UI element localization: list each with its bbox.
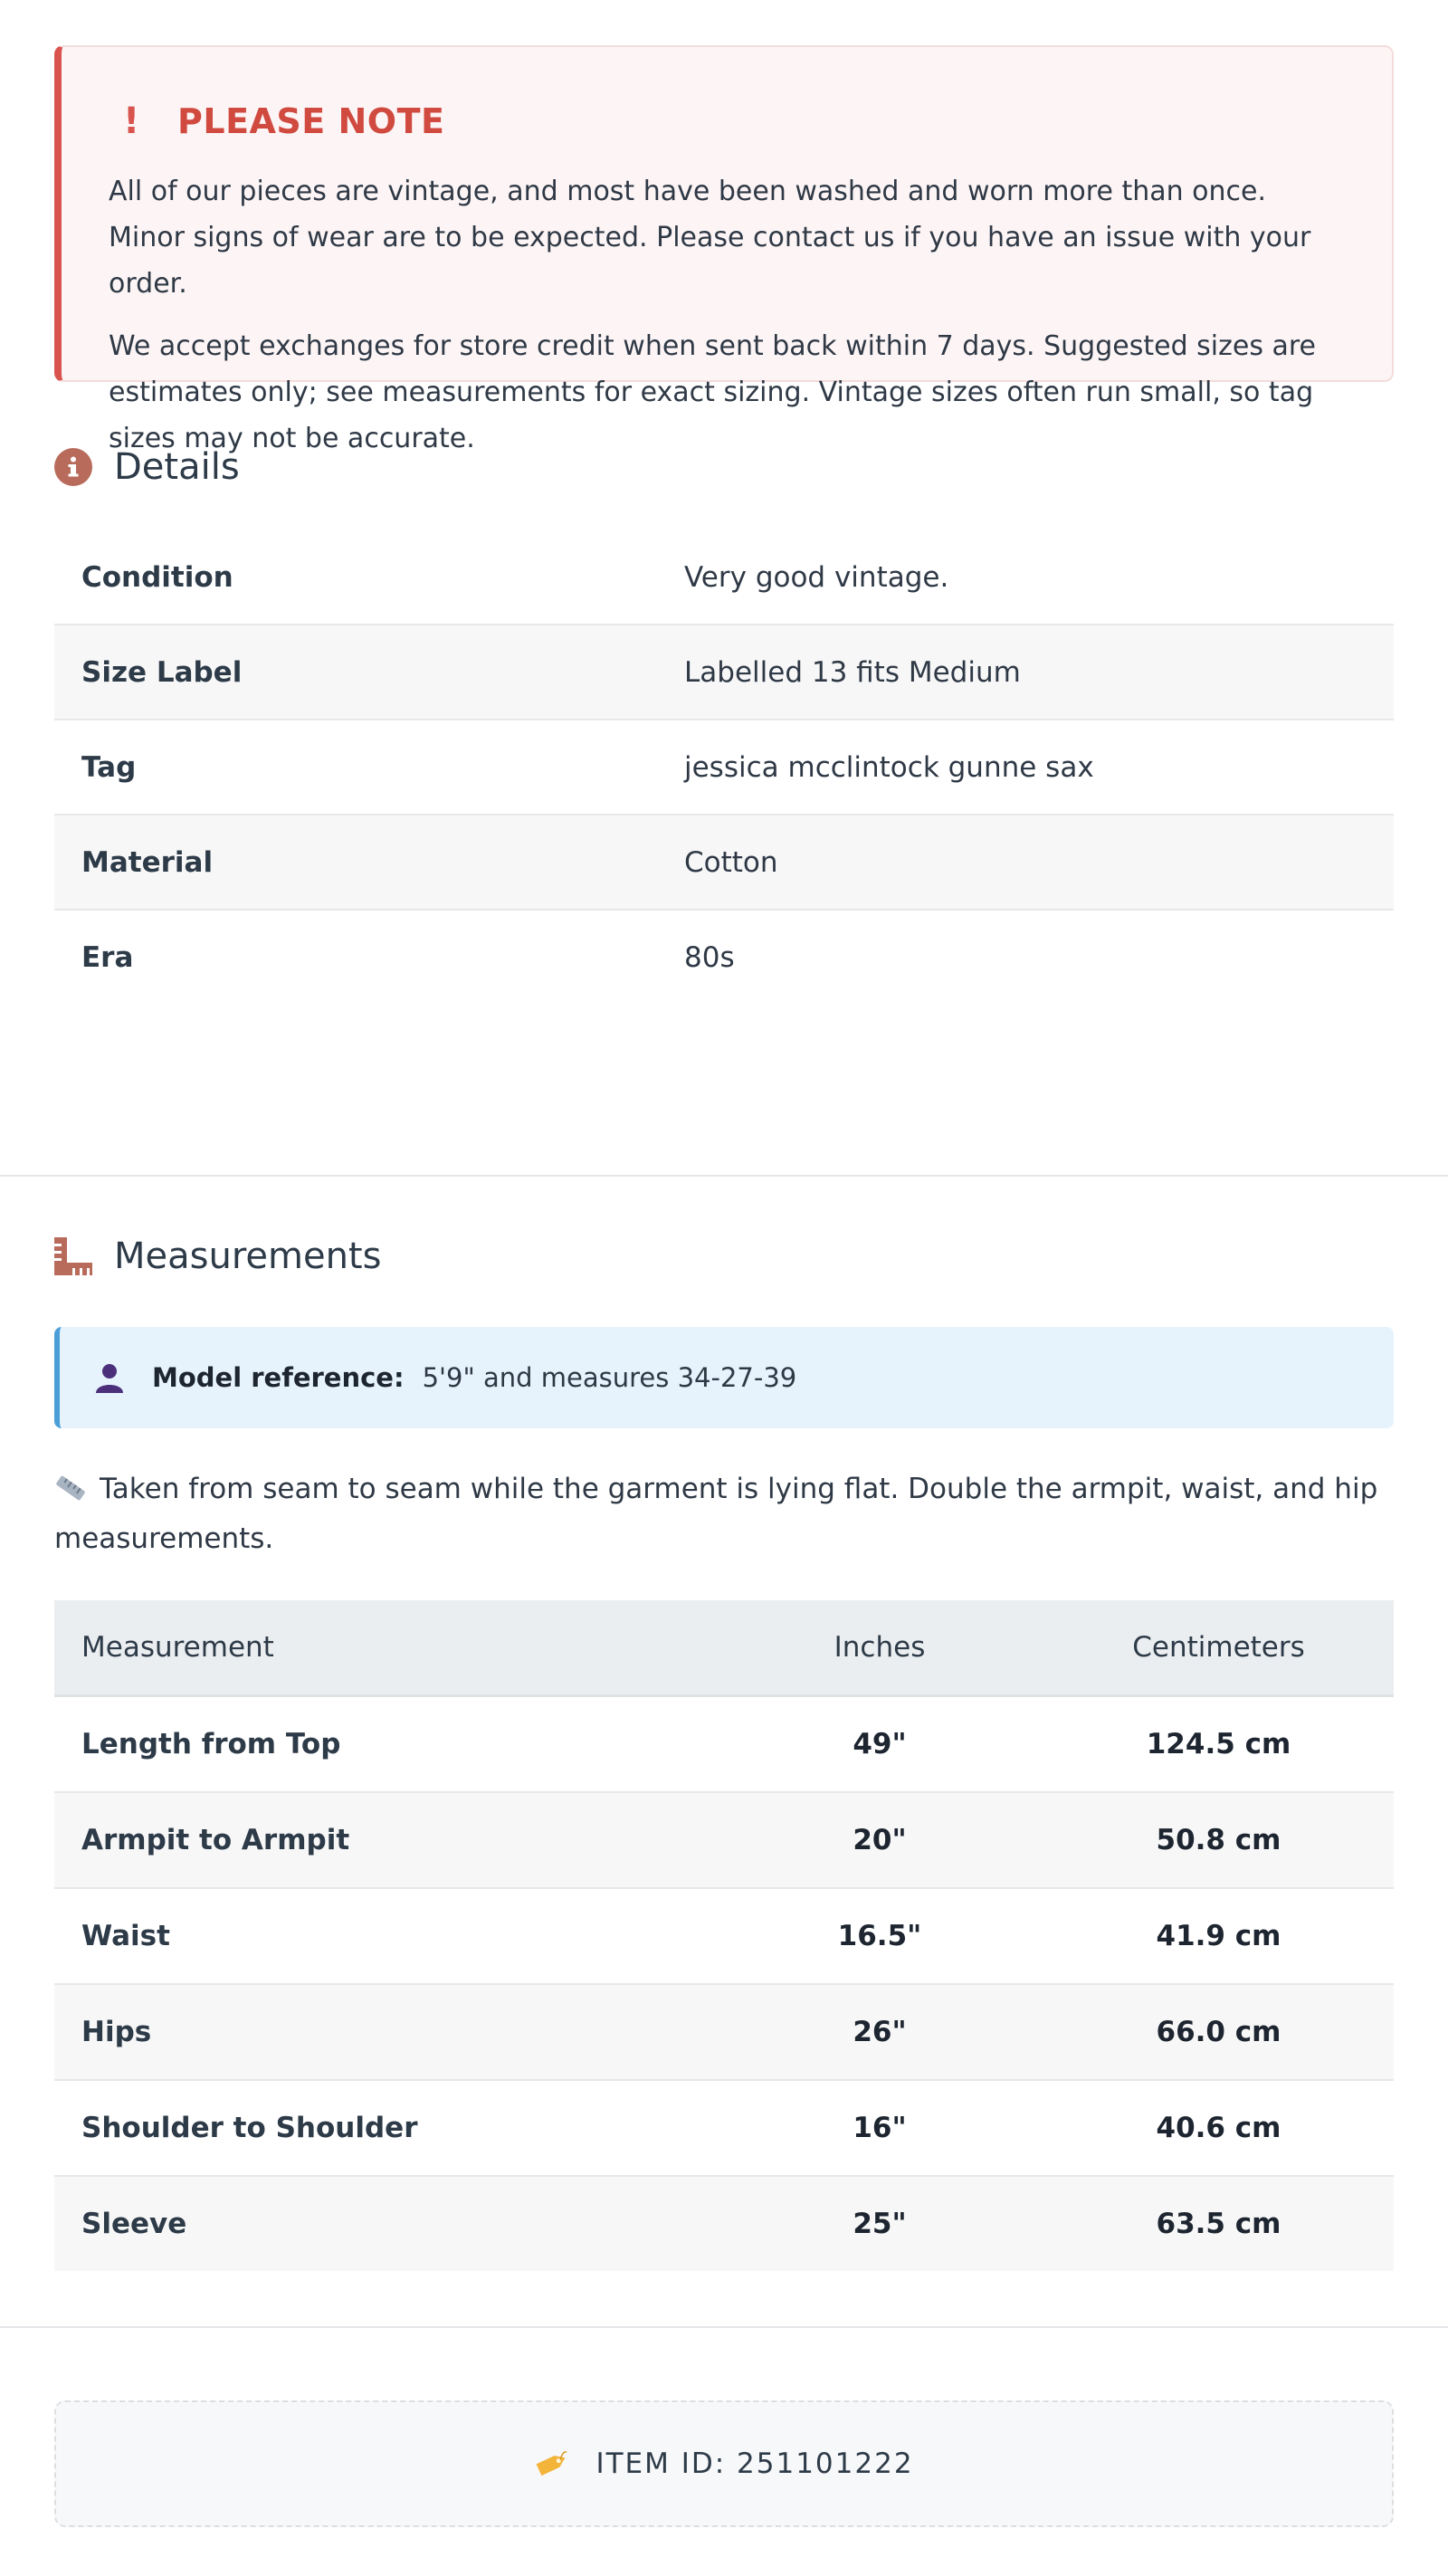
measurement-name: Armpit to Armpit bbox=[54, 1792, 716, 1888]
measurement-inches: 26" bbox=[716, 1984, 1043, 2080]
details-value: jessica mcclintock gunne sax bbox=[657, 720, 1394, 815]
details-label: Condition bbox=[54, 530, 657, 625]
measurement-cm: 66.0 cm bbox=[1043, 1984, 1394, 2080]
details-value: Very good vintage. bbox=[657, 530, 1394, 625]
column-header-centimeters: Centimeters bbox=[1043, 1600, 1394, 1696]
note-paragraph: All of our pieces are vintage, and most have been washed and worn more than once. Minor signs of wear are to be expected. Please contact us if you have an issue with your order. bbox=[109, 176, 1311, 300]
exclamation-icon: ! bbox=[123, 100, 140, 142]
measurement-inches: 25" bbox=[716, 2176, 1043, 2271]
details-label: Tag bbox=[54, 720, 657, 815]
section-divider bbox=[0, 1175, 1448, 1177]
model-reference-label: Model reference: bbox=[152, 1362, 405, 1393]
measurement-name: Shoulder to Shoulder bbox=[54, 2080, 716, 2176]
measurement-row bbox=[54, 1984, 1394, 2080]
measurement-inches: 16" bbox=[716, 2080, 1043, 2176]
table-header-row bbox=[54, 1600, 1394, 1696]
measurement-row bbox=[54, 1792, 1394, 1888]
measurement-row bbox=[54, 1888, 1394, 1984]
details-value: Cotton bbox=[657, 815, 1394, 910]
measurement-row bbox=[54, 2176, 1394, 2271]
section-divider bbox=[0, 2326, 1448, 2328]
measurement-note bbox=[54, 1466, 1394, 1562]
measurements-title: Measurements bbox=[114, 1236, 382, 1277]
measurements-heading bbox=[54, 1229, 1394, 1283]
measurement-cm: 41.9 cm bbox=[1043, 1888, 1394, 1984]
note-paragraph: We accept exchanges for store credit when sent back within 7 days. Suggested sizes are estimates only; see measurements for exact sizing. Vintage sizes often run small, so tag sizes may not be accurate. bbox=[109, 330, 1317, 454]
measurement-cm: 50.8 cm bbox=[1043, 1792, 1394, 1888]
model-reference bbox=[54, 1327, 1394, 1428]
ruler-icon bbox=[54, 1470, 87, 1516]
measurement-inches: 49" bbox=[716, 1696, 1043, 1793]
details-table bbox=[54, 530, 1394, 1004]
measurement-inches: 20" bbox=[716, 1792, 1043, 1888]
price-tag-icon bbox=[534, 2448, 570, 2479]
measurement-name: Sleeve bbox=[54, 2176, 716, 2271]
measurement-cm: 124.5 cm bbox=[1043, 1696, 1394, 1793]
please-note-box bbox=[54, 45, 1394, 454]
details-row bbox=[54, 720, 1394, 815]
item-id-box bbox=[54, 2400, 1394, 2527]
measurement-name: Waist bbox=[54, 1888, 716, 1984]
column-header-measurement: Measurement bbox=[54, 1600, 716, 1696]
measurement-note-text: Taken from seam to seam while the garment is lying flat. Double the armpit, waist, and hip measurements. bbox=[54, 1473, 1378, 1555]
item-id-label: ITEM ID: 251101222 bbox=[595, 2447, 914, 2480]
measurement-name: Length from Top bbox=[54, 1696, 716, 1793]
measurement-cm: 63.5 cm bbox=[1043, 2176, 1394, 2271]
details-value: Labelled 13 fits Medium bbox=[657, 625, 1394, 720]
measurements-table bbox=[54, 1600, 1394, 2271]
details-row bbox=[54, 625, 1394, 720]
person-icon bbox=[94, 1362, 125, 1393]
note-title: PLEASE NOTE bbox=[177, 101, 445, 141]
measurement-row bbox=[54, 1696, 1394, 1793]
model-reference-value: 5'9" and measures 34-27-39 bbox=[422, 1362, 797, 1393]
details-label: Era bbox=[81, 940, 134, 974]
note-header bbox=[109, 101, 1347, 141]
details-title: Details bbox=[114, 446, 240, 488]
measurement-row bbox=[54, 2080, 1394, 2176]
measurement-cm: 40.6 cm bbox=[1043, 2080, 1394, 2176]
measurement-inches: 16.5" bbox=[716, 1888, 1043, 1984]
details-row bbox=[54, 910, 1394, 1004]
details-row bbox=[54, 530, 1394, 625]
ruler-combined-icon bbox=[54, 1237, 92, 1275]
info-circle-icon bbox=[54, 448, 92, 486]
measurement-name: Hips bbox=[54, 1984, 716, 2080]
details-value: 80s bbox=[684, 940, 735, 974]
details-label: Size Label bbox=[54, 625, 657, 720]
column-header-inches: Inches bbox=[716, 1600, 1043, 1696]
details-label: Material bbox=[54, 815, 657, 910]
details-row bbox=[54, 815, 1394, 910]
